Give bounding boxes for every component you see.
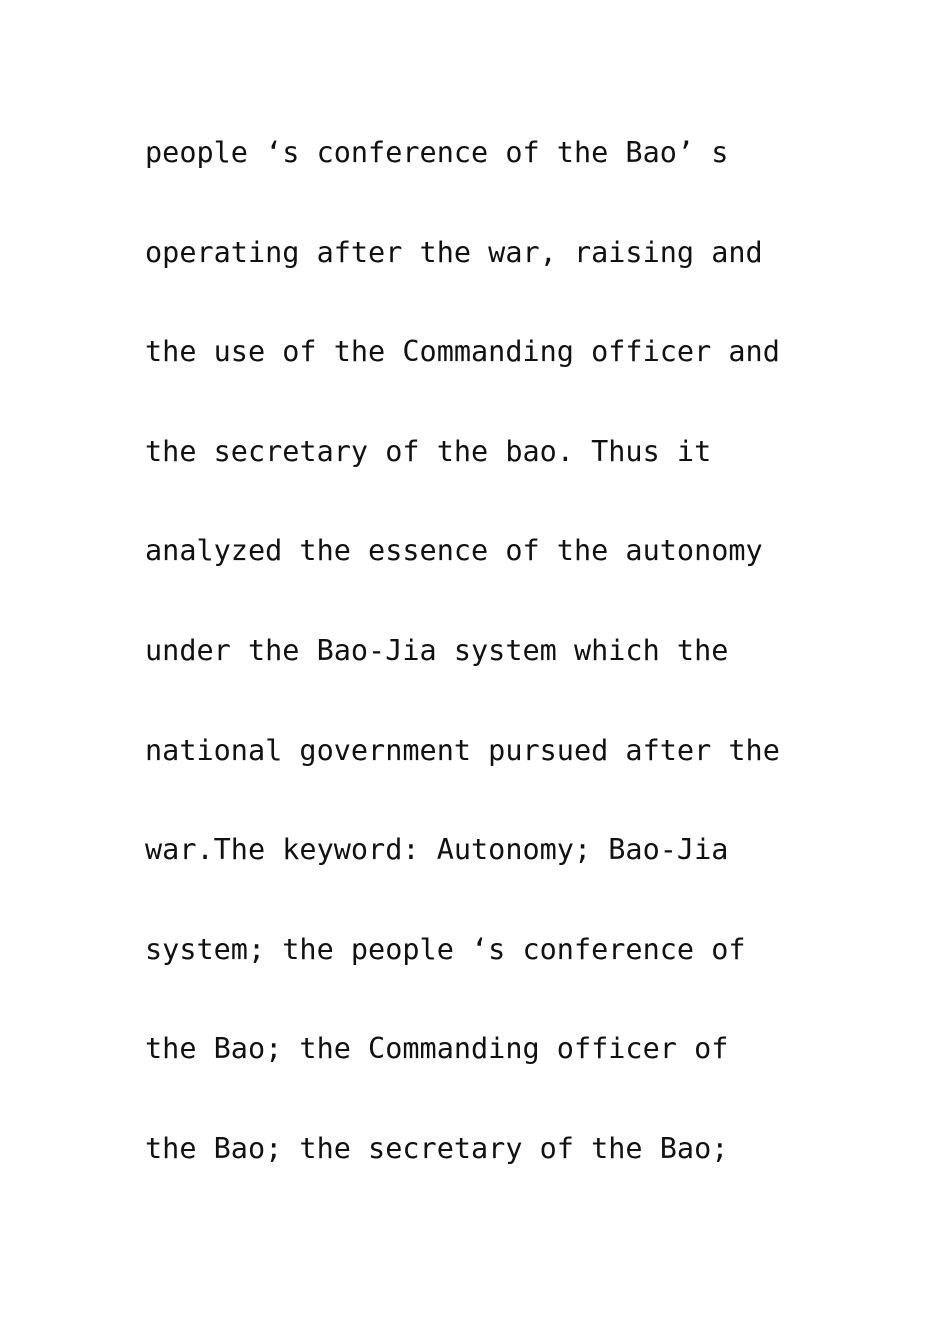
text-line: war.The keyword: Autonomy; Bao-Jia (145, 833, 729, 867)
text-line: under the Bao-Jia system which the (145, 633, 729, 667)
text-line: operating after the war, raising and (145, 235, 763, 269)
abstract-text (145, 129, 845, 1225)
text-line: analyzed the essence of the autonomy (145, 534, 763, 568)
text-line: the secretary of the bao. Thus it (145, 434, 712, 468)
text-line: system; the people ‘s conference of (145, 932, 746, 966)
text-line: national government pursued after the (145, 733, 780, 767)
text-line: people ‘s conference of the Bao’ s (145, 136, 729, 169)
text-line: the Bao; the secretary of the Bao; (145, 1131, 729, 1165)
text-line: the Bao; the Commanding officer of (145, 1032, 729, 1066)
text-line: the use of the Commanding officer and (145, 335, 780, 369)
